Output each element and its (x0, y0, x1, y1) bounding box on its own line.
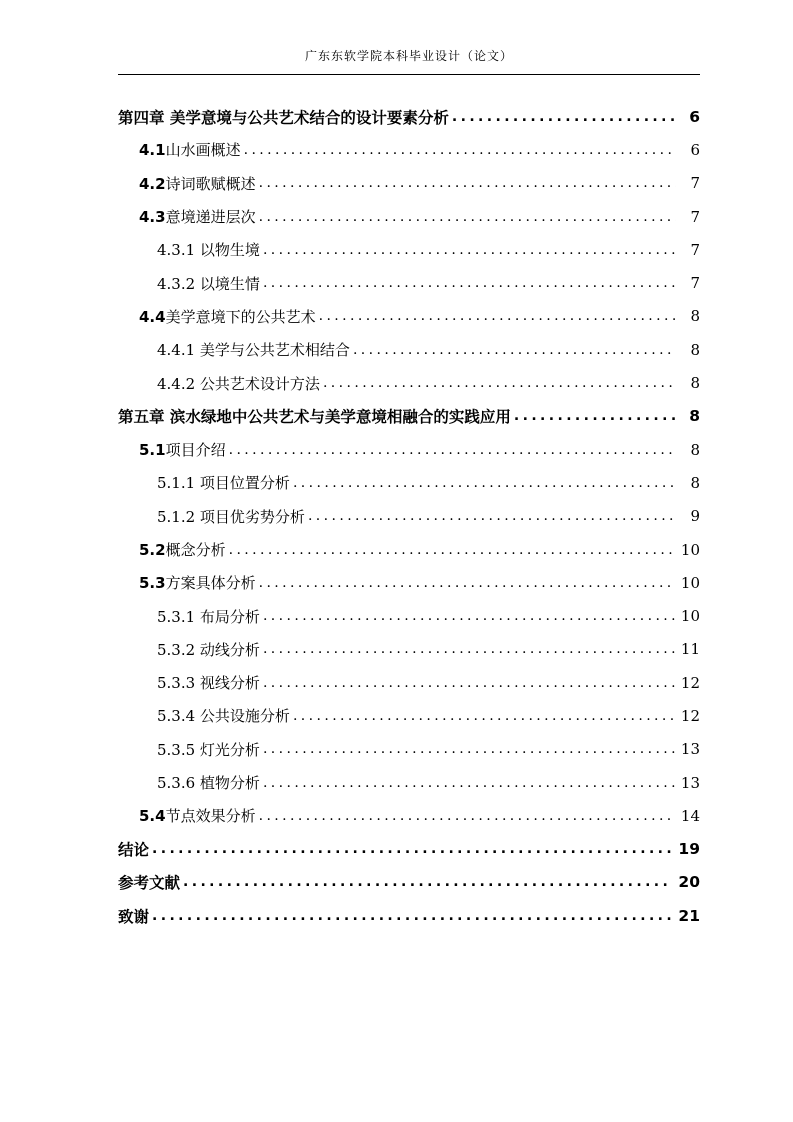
toc-page-number: 7 (690, 274, 700, 293)
toc-entry-label: 5.3.5 灯光分析 (157, 740, 260, 759)
toc-dot-leader (263, 674, 675, 692)
toc-subsection-entry[interactable] (118, 366, 700, 399)
toc-entry-label: 4.3.2 以境生情 (157, 274, 260, 293)
toc-subsection-entry[interactable] (118, 633, 700, 666)
toc-entry-label: 致谢 (118, 907, 150, 926)
toc-dot-leader (244, 141, 676, 159)
toc-entry-label (139, 173, 259, 194)
toc-page-number: 13 (680, 740, 700, 759)
toc-entry-number: 4.1 (139, 141, 166, 160)
toc-entry-label: 5.3.4 公共设施分析 (157, 707, 290, 726)
toc-page-number: 8 (690, 307, 700, 326)
toc-entry-number: 5.3 (139, 574, 166, 593)
toc-subsection-entry[interactable] (118, 699, 700, 732)
toc-entry-label: 4.4.1 美学与公共艺术相结合 (157, 341, 350, 360)
toc-dot-leader (152, 840, 672, 858)
toc-dot-leader (259, 208, 676, 226)
toc-entry-label: 参考文献 (118, 874, 181, 893)
toc-chapter-entry[interactable] (118, 833, 700, 866)
toc-entry-number: 4.4 (139, 307, 166, 326)
toc-page-number: 10 (680, 573, 700, 592)
toc-entry-label: 5.3.2 动线分析 (157, 640, 260, 659)
toc-dot-leader (452, 108, 676, 126)
toc-entry-label (139, 306, 319, 327)
toc-subsection-entry[interactable] (118, 466, 700, 499)
toc-entry-label (139, 805, 259, 826)
toc-page-number: 10 (680, 540, 700, 559)
toc-entry-title: 诗词歌赋概述 (165, 174, 256, 193)
toc-entry-number: 5.2 (139, 541, 166, 559)
toc-subsection-entry[interactable] (118, 766, 700, 799)
toc-page-number: 7 (690, 240, 700, 259)
toc-dot-leader (229, 541, 675, 559)
toc-page-number: 7 (690, 174, 700, 193)
toc-dot-leader (293, 474, 676, 492)
toc-chapter-entry[interactable] (118, 866, 700, 899)
toc-page-number: 8 (690, 340, 700, 359)
toc-subsection-entry[interactable] (118, 233, 700, 266)
toc-page-number: 19 (678, 840, 700, 859)
table-of-contents (118, 100, 700, 932)
toc-entry-number: 4.3 (139, 208, 166, 227)
toc-dot-leader (263, 640, 675, 658)
toc-entry-label: 5.3.3 视线分析 (157, 674, 260, 693)
toc-page-number: 21 (678, 906, 700, 925)
toc-page-number: 10 (680, 607, 700, 626)
toc-page-number: 20 (678, 873, 700, 892)
toc-entry-label (139, 572, 259, 593)
toc-page-number: 12 (680, 673, 700, 692)
toc-dot-leader (259, 174, 676, 192)
header-title: 广东东软学院本科毕业设计（论文） (304, 49, 513, 63)
toc-dot-leader (308, 507, 676, 525)
toc-page-number: 14 (680, 806, 700, 825)
toc-dot-leader (263, 274, 676, 292)
toc-subsection-entry[interactable] (118, 500, 700, 533)
toc-page-number: 8 (690, 374, 700, 393)
toc-page-number: 7 (690, 207, 700, 226)
toc-page-number: 8 (690, 440, 700, 459)
toc-entry-label (139, 439, 229, 460)
toc-page-number: 13 (680, 773, 700, 792)
toc-section-entry[interactable] (118, 433, 700, 466)
toc-section-entry[interactable] (118, 300, 700, 333)
toc-dot-leader (259, 574, 675, 592)
toc-section-entry[interactable] (118, 167, 700, 200)
toc-entry-label: 4.4.2 公共艺术设计方法 (157, 374, 320, 393)
toc-subsection-entry[interactable] (118, 333, 700, 366)
toc-entry-title: 概念分析 (165, 541, 226, 559)
toc-dot-leader (263, 607, 675, 625)
toc-page-number: 9 (690, 507, 700, 526)
toc-page-number: 6 (689, 107, 700, 126)
toc-entry-title: 方案具体分析 (165, 574, 256, 593)
toc-entry-label: 4.3.1 以物生境 (157, 241, 260, 260)
toc-dot-leader (323, 374, 676, 392)
toc-entry-label: 5.1.1 项目位置分析 (157, 474, 290, 493)
toc-dot-leader (353, 341, 676, 359)
toc-chapter-entry[interactable] (118, 400, 700, 433)
toc-page-number: 11 (680, 640, 700, 659)
toc-entry-label (139, 539, 229, 560)
toc-chapter-entry[interactable] (118, 899, 700, 932)
toc-section-entry[interactable] (118, 133, 700, 166)
toc-page-number: 12 (680, 706, 700, 725)
toc-entry-label (139, 206, 259, 227)
toc-page-number: 8 (690, 473, 700, 492)
toc-chapter-entry[interactable] (118, 100, 700, 133)
toc-entry-number: 5.1 (139, 441, 166, 460)
toc-entry-label (139, 139, 244, 160)
toc-entry-label: 5.1.2 项目优劣势分析 (157, 507, 305, 526)
toc-entry-label: 第四章 美学意境与公共艺术结合的设计要素分析 (118, 108, 449, 127)
toc-dot-leader (293, 707, 675, 725)
toc-entry-title: 山水画概述 (165, 141, 241, 160)
page-header (118, 42, 700, 75)
toc-dot-leader (263, 241, 676, 259)
toc-entry-label: 5.3.1 布局分析 (157, 607, 260, 626)
toc-section-entry[interactable] (118, 533, 700, 566)
toc-entry-label: 5.3.6 植物分析 (157, 774, 260, 793)
toc-page-number: 6 (690, 140, 700, 159)
toc-entry-number: 5.4 (139, 807, 166, 826)
toc-entry-title: 意境递进层次 (165, 208, 256, 227)
toc-dot-leader (229, 441, 676, 459)
toc-entry-title: 美学意境下的公共艺术 (165, 307, 316, 326)
toc-dot-leader (183, 873, 672, 891)
toc-subsection-entry[interactable] (118, 666, 700, 699)
toc-entry-label: 结论 (118, 841, 150, 860)
toc-dot-leader (514, 407, 676, 425)
toc-subsection-entry[interactable] (118, 266, 700, 299)
toc-section-entry[interactable] (118, 200, 700, 233)
toc-entry-title: 节点效果分析 (165, 807, 256, 826)
toc-subsection-entry[interactable] (118, 733, 700, 766)
toc-dot-leader (259, 807, 675, 825)
toc-page-number: 8 (689, 407, 700, 426)
toc-subsection-entry[interactable] (118, 599, 700, 632)
toc-entry-label: 第五章 滨水绿地中公共艺术与美学意境相融合的实践应用 (118, 408, 511, 427)
toc-dot-leader (319, 307, 676, 325)
toc-entry-number: 4.2 (139, 174, 166, 193)
toc-section-entry[interactable] (118, 566, 700, 599)
toc-dot-leader (263, 740, 675, 758)
toc-section-entry[interactable] (118, 799, 700, 832)
toc-dot-leader (263, 774, 675, 792)
toc-entry-title: 项目介绍 (165, 441, 226, 460)
toc-dot-leader (152, 907, 672, 925)
